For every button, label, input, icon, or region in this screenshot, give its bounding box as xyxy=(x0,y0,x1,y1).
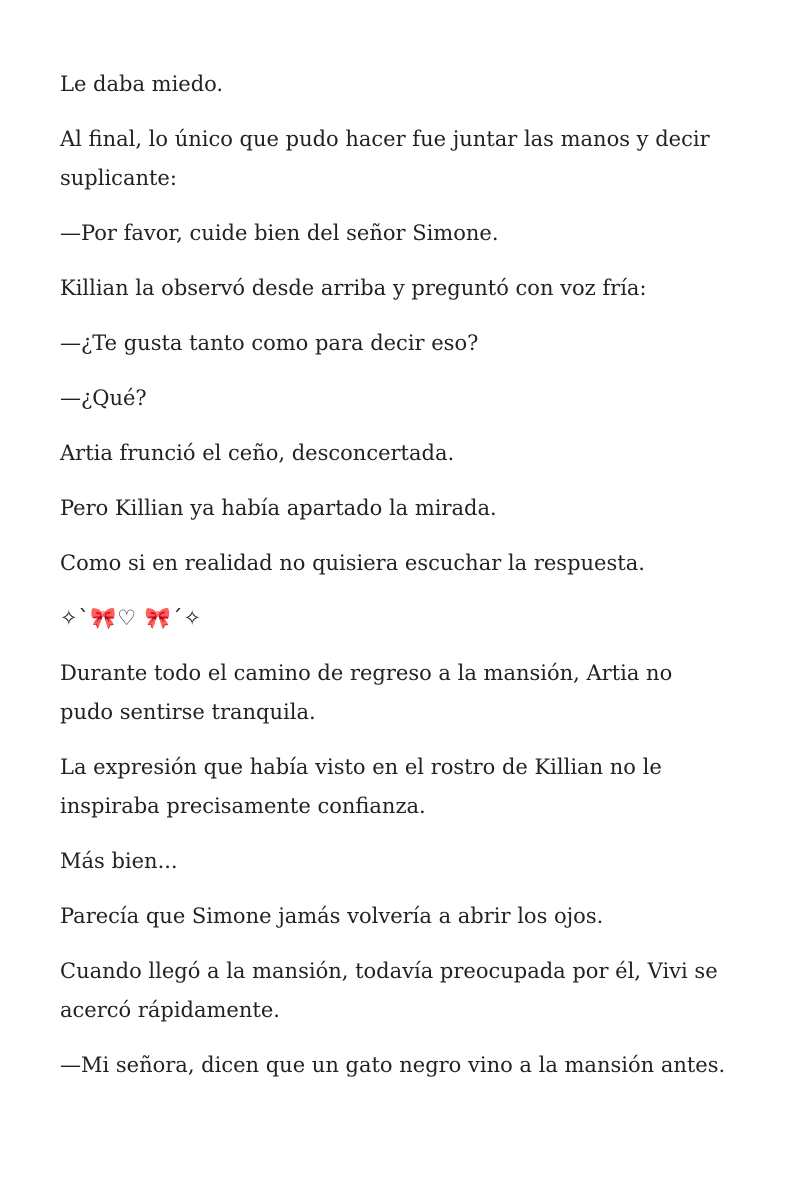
paragraph-1: Le daba miedo. xyxy=(60,72,224,96)
paragraph-13: Parecía que Simone jamás volvería a abrir los ojos. xyxy=(60,904,604,928)
paragraph-7: Artia frunció el ceño, desconcertada. xyxy=(60,441,455,465)
scene-separator: ✧`🎀♡ 🎀´✧ xyxy=(60,606,202,630)
paragraph-12: Más bien... xyxy=(60,849,178,873)
paragraph-14: Cuando llegó a la mansión, todavía preocupada por él, Vivi se acercó rápidamente. xyxy=(60,959,718,1022)
paragraph-9: Como si en realidad no quisiera escuchar la respuesta. xyxy=(60,551,645,575)
paragraph-10: Durante todo el camino de regreso a la mansión, Artia no pudo sentirse tranquila. xyxy=(60,661,673,724)
paragraph-8: Pero Killian ya había apartado la mirada. xyxy=(60,496,497,520)
paragraph-2: Al final, lo único que pudo hacer fue juntar las manos y decir suplicante: xyxy=(60,127,710,190)
paragraph-11: La expresión que había visto en el rostro de Killian no le inspiraba precisamente confianza. xyxy=(60,755,662,818)
paragraph-3: —Por favor, cuide bien del señor Simone. xyxy=(60,221,499,245)
paragraph-5: —¿Te gusta tanto como para decir eso? xyxy=(60,331,479,355)
paragraph-4: Killian la observó desde arriba y preguntó con voz fría: xyxy=(60,276,647,300)
paragraph-15: —Mi señora, dicen que un gato negro vino a la mansión antes. xyxy=(60,1053,726,1077)
reader-page xyxy=(60,65,730,1101)
paragraph-6: —¿Qué? xyxy=(60,386,147,410)
